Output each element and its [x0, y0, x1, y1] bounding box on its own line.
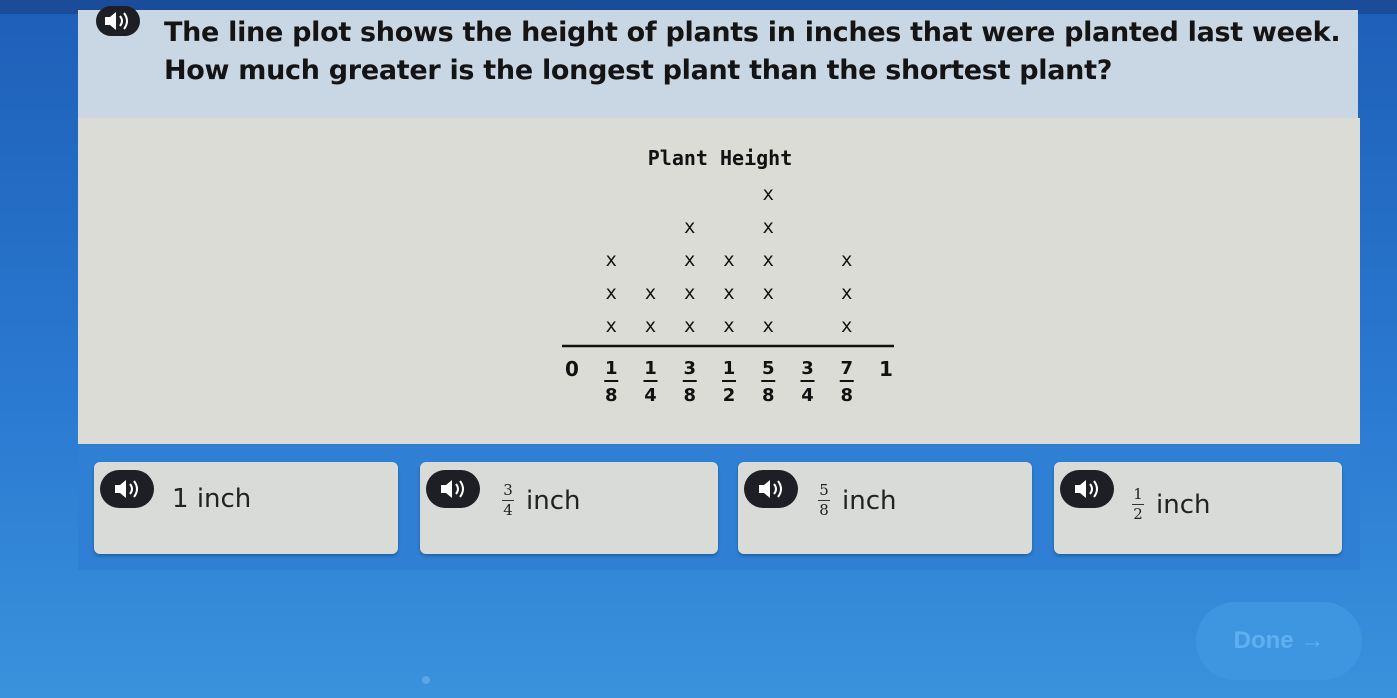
plot-x-mark: x: [605, 315, 617, 337]
speaker-icon[interactable]: [426, 470, 480, 508]
plot-x-mark: x: [684, 315, 696, 337]
tick-denominator: 8: [604, 385, 618, 406]
plot-x-mark: x: [684, 216, 696, 238]
tick-denominator: 8: [761, 385, 775, 406]
tick-denominator: 2: [722, 385, 736, 406]
plot-x-mark: x: [684, 249, 696, 271]
indicator-dot: [422, 676, 430, 684]
plot-x-mark: x: [841, 282, 853, 304]
answer-label: [172, 484, 251, 514]
fraction-denominator: 4: [503, 501, 513, 519]
speaker-icon[interactable]: [744, 470, 798, 508]
answer-option-3[interactable]: [738, 462, 1032, 554]
plot-x-mark: x: [762, 216, 774, 238]
fraction-denominator: 8: [819, 501, 829, 519]
plot-x-mark: x: [644, 282, 657, 304]
answer-value: 1: [172, 484, 189, 514]
tick-label: 1: [879, 357, 893, 381]
plot-x-mark: x: [723, 282, 735, 304]
tick-numerator: 3: [683, 358, 697, 379]
speaker-icon[interactable]: [1060, 470, 1114, 508]
plot-x-mark: x: [762, 315, 774, 337]
tick-numerator: 5: [761, 358, 775, 379]
answer-fraction: [818, 482, 830, 519]
answer-unit: inch: [526, 485, 581, 516]
tick-numerator: 7: [840, 358, 854, 379]
plot-title: Plant Height: [647, 146, 793, 170]
plot-x-mark: x: [723, 315, 735, 337]
tick-numerator: 1: [604, 358, 618, 379]
tick-denominator: 8: [683, 385, 697, 406]
answer-unit: inch: [196, 484, 252, 514]
plot-x-mark: x: [762, 282, 774, 304]
answer-option-4[interactable]: [1054, 462, 1342, 554]
plot-x-mark: x: [605, 249, 617, 271]
tick-label: 0: [565, 357, 579, 381]
answer-option-1[interactable]: [94, 462, 398, 554]
fraction-numerator: 3: [503, 481, 513, 499]
plot-x-mark: x: [723, 249, 735, 271]
question-line-2: How much greater is the longest plant than the shortest plant?: [164, 55, 1113, 86]
answer-label: [818, 482, 896, 519]
answer-option-2[interactable]: [420, 462, 718, 554]
answer-label: [502, 482, 580, 519]
speaker-icon[interactable]: [100, 470, 154, 508]
answer-unit: inch: [1156, 489, 1211, 520]
tick-numerator: 1: [722, 358, 736, 379]
done-button[interactable]: Done →: [1196, 602, 1362, 680]
plot-x-mark: x: [762, 183, 774, 205]
tick-numerator: 3: [801, 358, 814, 379]
fraction-numerator: 5: [819, 481, 829, 499]
tick-denominator: 4: [801, 385, 814, 406]
plot-x-mark: x: [762, 249, 774, 271]
answer-unit: inch: [842, 485, 897, 516]
question-line-1: The line plot shows the height of plants in inches that were planted last week.: [164, 17, 1341, 48]
answer-fraction: [1132, 486, 1144, 523]
tick-numerator: 1: [644, 358, 657, 379]
tick-denominator: 8: [840, 385, 854, 406]
tick-denominator: 4: [644, 385, 657, 406]
plot-x-mark: x: [684, 282, 696, 304]
fraction-denominator: 2: [1133, 505, 1143, 523]
plot-x-mark: x: [841, 315, 853, 337]
plot-x-mark: x: [644, 315, 657, 337]
answer-label: [1132, 486, 1210, 523]
fraction-numerator: 1: [1133, 485, 1143, 503]
plot-x-mark: x: [841, 249, 853, 271]
answer-fraction: [502, 482, 514, 519]
plot-x-mark: x: [605, 282, 617, 304]
